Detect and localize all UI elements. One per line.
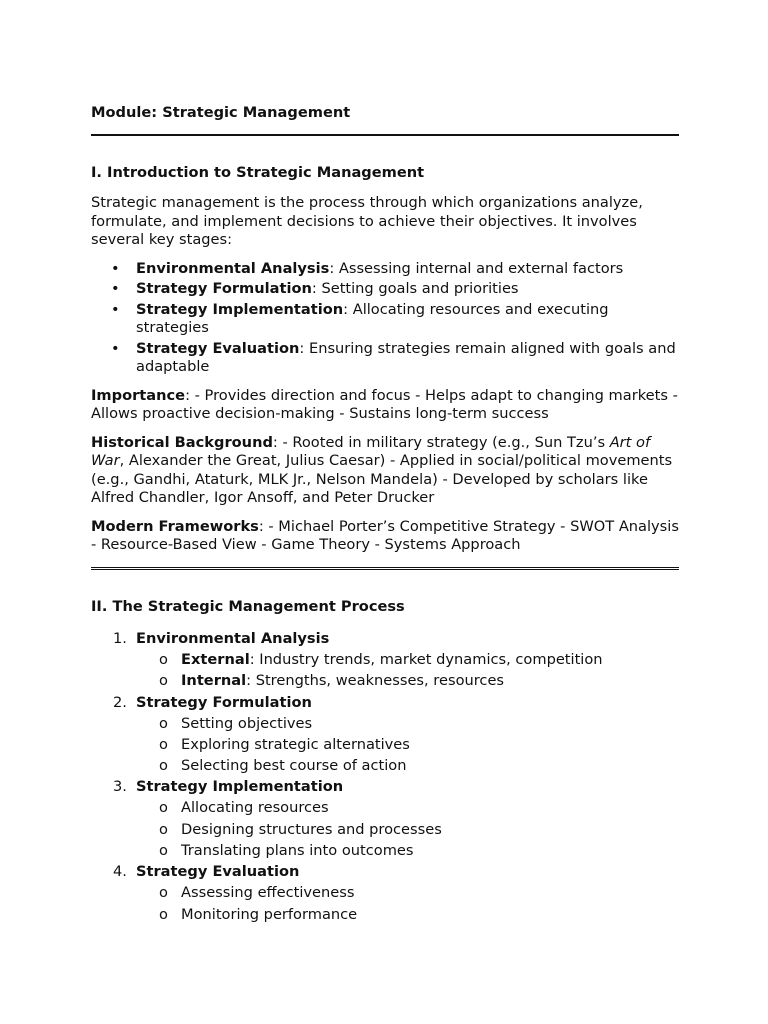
list-item — [91, 280, 679, 299]
importance-text: : - Provides direction and focus - Helps adapt to changing markets - Allows proactive decision-making - Sustains long-term success — [91, 386, 678, 422]
sub-item — [136, 713, 679, 734]
sub-bullet-icon: o — [159, 757, 168, 775]
importance-paragraph — [91, 387, 679, 424]
section-divider — [91, 567, 679, 570]
sub-bullet-icon: o — [159, 714, 168, 732]
step-title: Strategy Implementation — [136, 778, 344, 796]
stage-term: Environmental Analysis — [136, 259, 330, 277]
sub-text: Assessing effectiveness — [181, 884, 355, 902]
modern-paragraph — [91, 518, 679, 555]
step-number: 1. — [113, 630, 127, 647]
sub-list — [136, 713, 679, 777]
sub-item — [136, 904, 679, 925]
stage-term: Strategy Implementation — [136, 300, 344, 318]
sub-text: : Industry trends, market dynamics, competition — [249, 651, 603, 668]
historical-paragraph — [91, 434, 679, 508]
process-steps — [91, 628, 679, 925]
sub-list — [136, 882, 679, 925]
bullet-icon: • — [111, 300, 120, 318]
list-item — [91, 340, 679, 377]
sub-term: External — [181, 651, 250, 668]
sub-bullet-icon: o — [159, 842, 168, 860]
section-1-heading: I. Introduction to Strategic Management — [91, 163, 425, 181]
sub-list — [136, 797, 679, 861]
sub-item — [136, 670, 679, 691]
bullet-icon: • — [111, 280, 120, 297]
stages-list — [91, 260, 679, 377]
sub-item — [136, 840, 679, 861]
historical-text-before: : - Rooted in military strategy (e.g., Sun Tzu’s — [272, 433, 610, 451]
sub-bullet-icon: o — [159, 735, 168, 753]
step-number: 2. — [113, 693, 127, 711]
step-number: 3. — [113, 778, 127, 796]
stage-desc: : Assessing internal and external factors — [329, 259, 624, 277]
step-title: Strategy Evaluation — [136, 863, 300, 881]
process-step — [91, 628, 679, 692]
sub-bullet-icon: o — [159, 905, 168, 923]
sub-bullet-icon: o — [159, 651, 168, 668]
bullet-icon: • — [111, 339, 120, 357]
historical-term: Historical Background — [91, 433, 273, 451]
sub-text: : Strengths, weaknesses, resources — [246, 672, 505, 690]
sub-text: Exploring strategic alternatives — [181, 735, 410, 753]
sub-item — [136, 819, 679, 840]
list-item — [91, 301, 679, 338]
importance-term: Importance — [91, 386, 186, 404]
sub-bullet-icon: o — [159, 884, 168, 902]
intro-paragraph: Strategic management is the process through which organizations analyze, formulate, and implement decisions to achieve their objectives. It involves several key stages: — [91, 194, 643, 248]
sub-item — [136, 734, 679, 755]
sub-text: Translating plans into outcomes — [181, 842, 414, 860]
modern-term: Modern Frameworks — [91, 517, 259, 535]
sub-bullet-icon: o — [159, 672, 168, 690]
stage-desc: : Ensuring strategies remain aligned with goals and adaptable — [136, 339, 676, 375]
title-divider — [91, 134, 679, 136]
section-2-heading: II. The Strategic Management Process — [91, 597, 405, 615]
document-page — [91, 104, 679, 925]
book-title: Art of War — [91, 433, 651, 469]
process-step — [91, 692, 679, 777]
process-step — [91, 861, 679, 925]
historical-text-after: , Alexander the Great, Julius Caesar) - Applied in social/political movements (e.g., Gandhi, Ataturk, MLK Jr., Nelson Mandela) - Developed by scholars like Alfred Chandler, Igor Ansoff, and Peter Drucker — [91, 452, 673, 506]
step-title: Strategy Formulation — [136, 693, 312, 711]
module-title: Module: Strategic Management — [91, 104, 351, 121]
sub-item — [136, 797, 679, 818]
sub-text: Setting objectives — [181, 714, 313, 732]
sub-term: Internal — [181, 672, 247, 690]
step-title: Environmental Analysis — [136, 630, 330, 647]
sub-bullet-icon: o — [159, 799, 168, 817]
process-step — [91, 776, 679, 861]
list-item — [91, 260, 679, 279]
sub-text: Allocating resources — [181, 799, 329, 817]
stage-term: Strategy Evaluation — [136, 339, 300, 357]
stage-term: Strategy Formulation — [136, 280, 312, 297]
sub-text: Monitoring performance — [181, 905, 358, 923]
sub-text: Selecting best course of action — [181, 757, 407, 775]
sub-text: Designing structures and processes — [181, 820, 442, 838]
modern-text: : - Michael Porter’s Competitive Strategy - SWOT Analysis - Resource-Based View - Game Theory - Systems Approach — [91, 517, 679, 553]
sub-item — [136, 882, 679, 903]
stage-desc: : Allocating resources and executing strategies — [136, 300, 609, 336]
sub-item — [136, 755, 679, 776]
bullet-icon: • — [111, 259, 120, 277]
sub-list — [136, 649, 679, 692]
sub-item — [136, 649, 679, 670]
step-number: 4. — [113, 863, 127, 881]
stage-desc: : Setting goals and priorities — [311, 280, 519, 297]
sub-bullet-icon: o — [159, 820, 168, 838]
